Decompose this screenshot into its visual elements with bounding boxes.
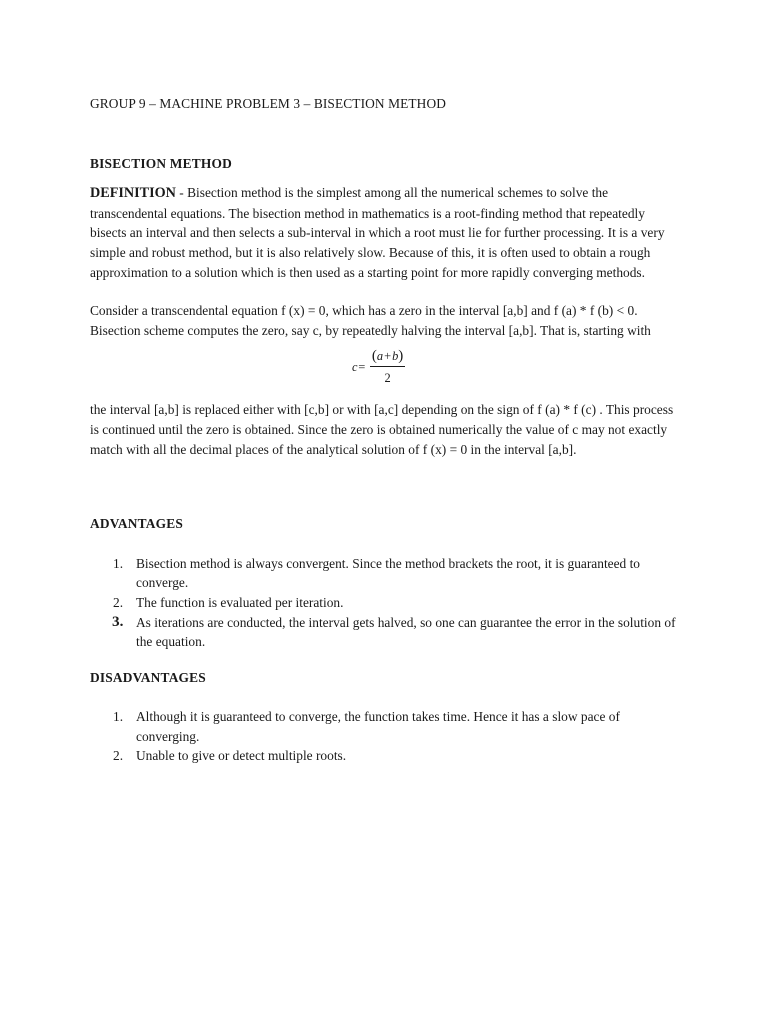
list-item xyxy=(90,613,680,652)
list-item-number: 1. xyxy=(113,555,124,571)
formula-close-paren: ) xyxy=(398,348,404,365)
definition-paragraph xyxy=(90,183,680,282)
definition-label: DEFINITION xyxy=(90,185,176,202)
definition-text: - Bisection method is the simplest among all the numerical schemes to solve the transcendental equations. The bisection method in mathematics is a root-finding method that repeatedly bisects an interval and then selects a sub-interval in which a root must lie for further processing. It is a very simple and robust method, but it is also relatively slow. Because of this, it is often used to obtain a rough approximation to a solution which is then used as a starting point for more rapidly converging methods. xyxy=(90,185,665,280)
formula-plus: + xyxy=(384,349,392,364)
formula-denominator: 2 xyxy=(384,371,391,386)
spacer xyxy=(90,282,680,301)
list-item-text: As iterations are conducted, the interval gets halved, so one can guarantee the error in the solution of the equation. xyxy=(136,614,676,650)
advantages-list xyxy=(90,554,680,652)
interval-paragraph: the interval [a,b] is replaced either with [c,b] or with [a,c] depending on the sign of f (a) * f (c) . This process is continued until the zero is obtained. Since the zero is obtained numerically the value of c may not exactly match with all the decimal places of the analytical solution of f (x) = 0 in the interval [a,b]. xyxy=(90,402,674,457)
list-item-text: Unable to give or detect multiple roots. xyxy=(136,748,347,764)
document-title: GROUP 9 – MACHINE PROBLEM 3 – BISECTION METHOD xyxy=(90,96,446,111)
section-heading-bisection-method: BISECTION METHOD xyxy=(90,155,232,171)
list-item-number: 2. xyxy=(113,748,124,764)
spacer xyxy=(90,652,680,668)
spacer xyxy=(90,687,680,707)
list-item xyxy=(90,593,680,613)
section-heading-disadvantages: DISADVANTAGES xyxy=(90,669,206,685)
formula-numerator xyxy=(370,348,405,367)
formula-open-paren: ( xyxy=(371,348,377,365)
formula-fraction xyxy=(370,348,405,387)
list-item-number: 2. xyxy=(113,594,124,610)
list-item xyxy=(90,746,680,766)
list-item xyxy=(90,554,680,593)
spacer xyxy=(90,534,680,554)
formula-b: b xyxy=(392,349,399,364)
list-item-text: The function is evaluated per iteration. xyxy=(136,594,344,610)
list-item-number: 1. xyxy=(113,709,124,725)
list-item-text: Although it is guaranteed to converge, the function takes time. Hence it has a slow pace of converging. xyxy=(136,709,620,744)
disadvantages-list xyxy=(90,707,680,766)
document-page xyxy=(90,94,680,766)
section-heading-advantages: ADVANTAGES xyxy=(90,516,184,532)
list-item xyxy=(90,707,680,746)
midpoint-formula xyxy=(352,348,405,387)
list-item-number: 3. xyxy=(112,612,124,630)
formula-lhs: c= xyxy=(352,360,366,375)
formula-block xyxy=(90,344,680,398)
consider-paragraph: Consider a transcendental equation f (x) = 0, which has a zero in the interval [a,b] and f (a) * f (b) < 0. Bisection scheme computes the zero, say c, by repeatedly halving the interval [a,b]. That is, starting with xyxy=(90,303,651,338)
formula-a: a xyxy=(376,349,384,364)
spacer xyxy=(90,459,680,514)
list-item-text: Bisection method is always convergent. Since the method brackets the root, it is guaranteed to converge. xyxy=(136,555,641,591)
